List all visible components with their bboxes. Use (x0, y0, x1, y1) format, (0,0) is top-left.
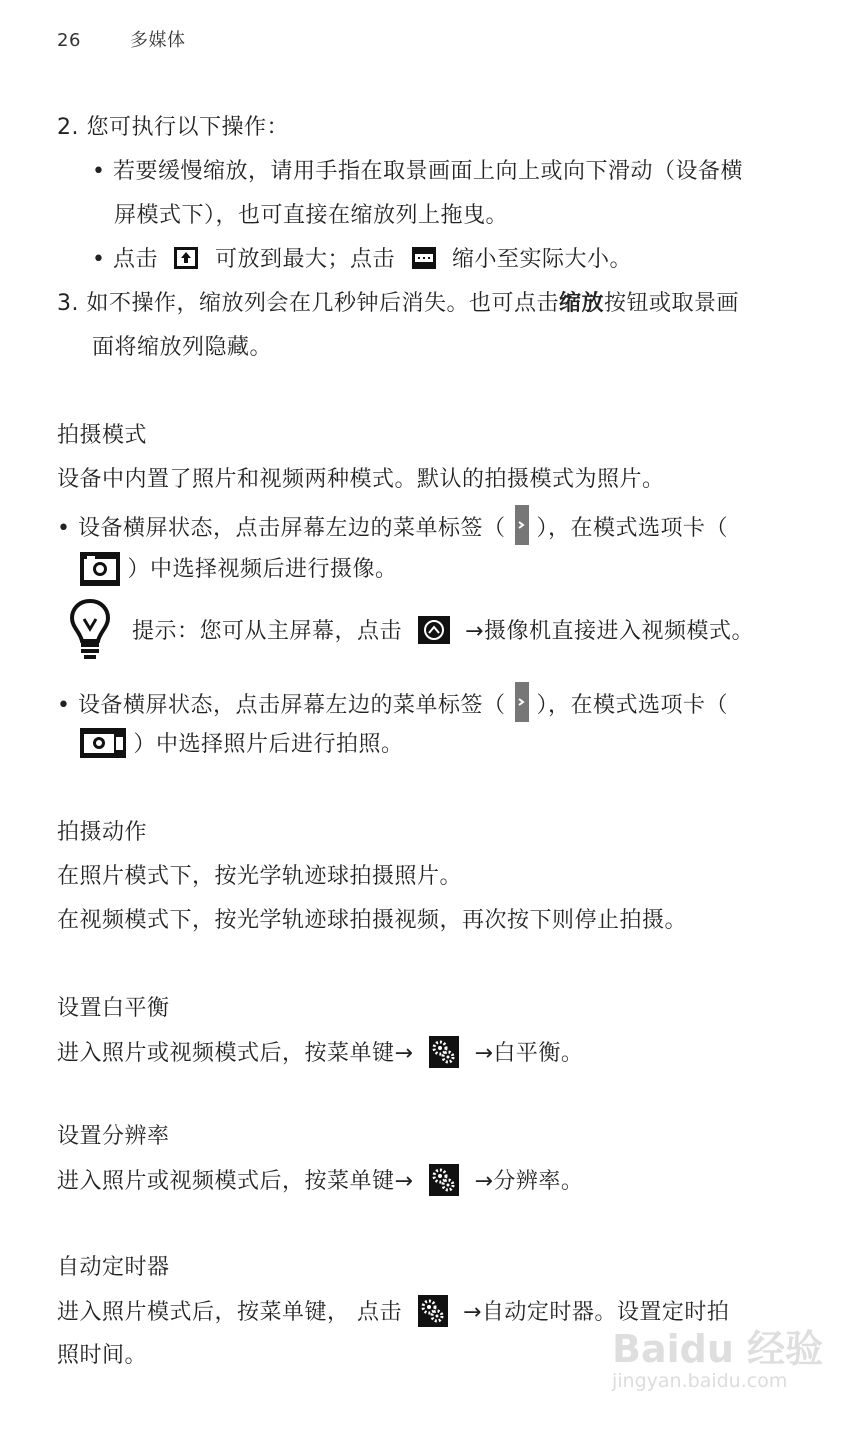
section-title-shoot-action: 拍摄动作 (57, 820, 148, 845)
lightbulb-icon (68, 597, 112, 661)
bullet-video-line1: • 设备横屏状态，点击屏幕左边的菜单标签（ ），在模式选项卡（ (57, 509, 728, 549)
resolution-steps: 进入照片或视频模式后，按菜单键→ →分辨率。 (57, 1166, 583, 1198)
shoot-action-video: 在视频模式下，按光学轨迹球拍摄视频，再次按下则停止拍摄。 (57, 908, 688, 933)
tip-text: 提示：您可从主屏幕，点击 →摄像机直接进入视频模式。 (132, 617, 754, 647)
baidu-watermark-url: jingyan.baidu.com (612, 1370, 788, 1392)
bullet-video-line2: ）中选择视频后进行摄像。 (80, 553, 398, 587)
step-2: 2. 您可执行以下操作： (57, 115, 289, 140)
section-title-resolution: 设置分辨率 (57, 1124, 170, 1149)
settings-gear-icon (429, 1164, 459, 1196)
shoot-action-photo: 在照片模式下，按光学轨迹球拍摄照片。 (57, 864, 463, 889)
shoot-mode-intro: 设备中内置了照片和视频两种模式。默认的拍摄模式为照片。 (57, 467, 665, 492)
section-title-shoot-mode: 拍摄模式 (57, 423, 148, 448)
video-mode-icon (80, 552, 120, 586)
step-3-line2: 面将缩放列隐藏。 (92, 335, 273, 360)
section-title-white-balance: 设置白平衡 (57, 996, 170, 1021)
section-title-timer: 自动定时器 (57, 1255, 170, 1280)
baidu-watermark-logo: Baidu 经验 (612, 1327, 824, 1371)
photo-mode-icon (80, 728, 126, 758)
bullet-photo-line2: ）中选择照片后进行拍照。 (80, 730, 404, 760)
bullet-zoom-buttons: • 点击 可放到最大；点击 缩小至实际大小。 (92, 247, 633, 272)
white-balance-steps: 进入照片或视频模式后，按菜单键→ →白平衡。 (57, 1038, 583, 1070)
settings-gear-icon (429, 1036, 459, 1068)
timer-steps-line1: 进入照片模式后，按菜单键， 点击 →自动定时器。设置定时拍 (57, 1297, 729, 1329)
page-number: 26 (57, 30, 81, 51)
menu-tab-icon (513, 682, 529, 722)
zoom-max-icon (173, 246, 199, 270)
camcorder-app-icon (418, 616, 450, 644)
bullet-slow-zoom-line2: 屏模式下），也可直接在缩放列上拖曳。 (114, 203, 509, 228)
zoom-actual-icon (411, 246, 437, 270)
settings-gear-icon (418, 1295, 448, 1327)
bullet-photo-line1: • 设备横屏状态，点击屏幕左边的菜单标签（ ），在模式选项卡（ (57, 686, 728, 726)
chapter-title: 多媒体 (130, 30, 186, 51)
menu-tab-icon (513, 505, 529, 545)
bullet-slow-zoom-line1: • 若要缓慢缩放，请用手指在取景画面上向上或向下滑动（设备横 (92, 159, 743, 184)
timer-steps-line2: 照时间。 (57, 1343, 148, 1368)
step-3: 3. 如不操作，缩放列会在几秒钟后消失。也可点击缩放按钮或取景画 (57, 291, 740, 316)
